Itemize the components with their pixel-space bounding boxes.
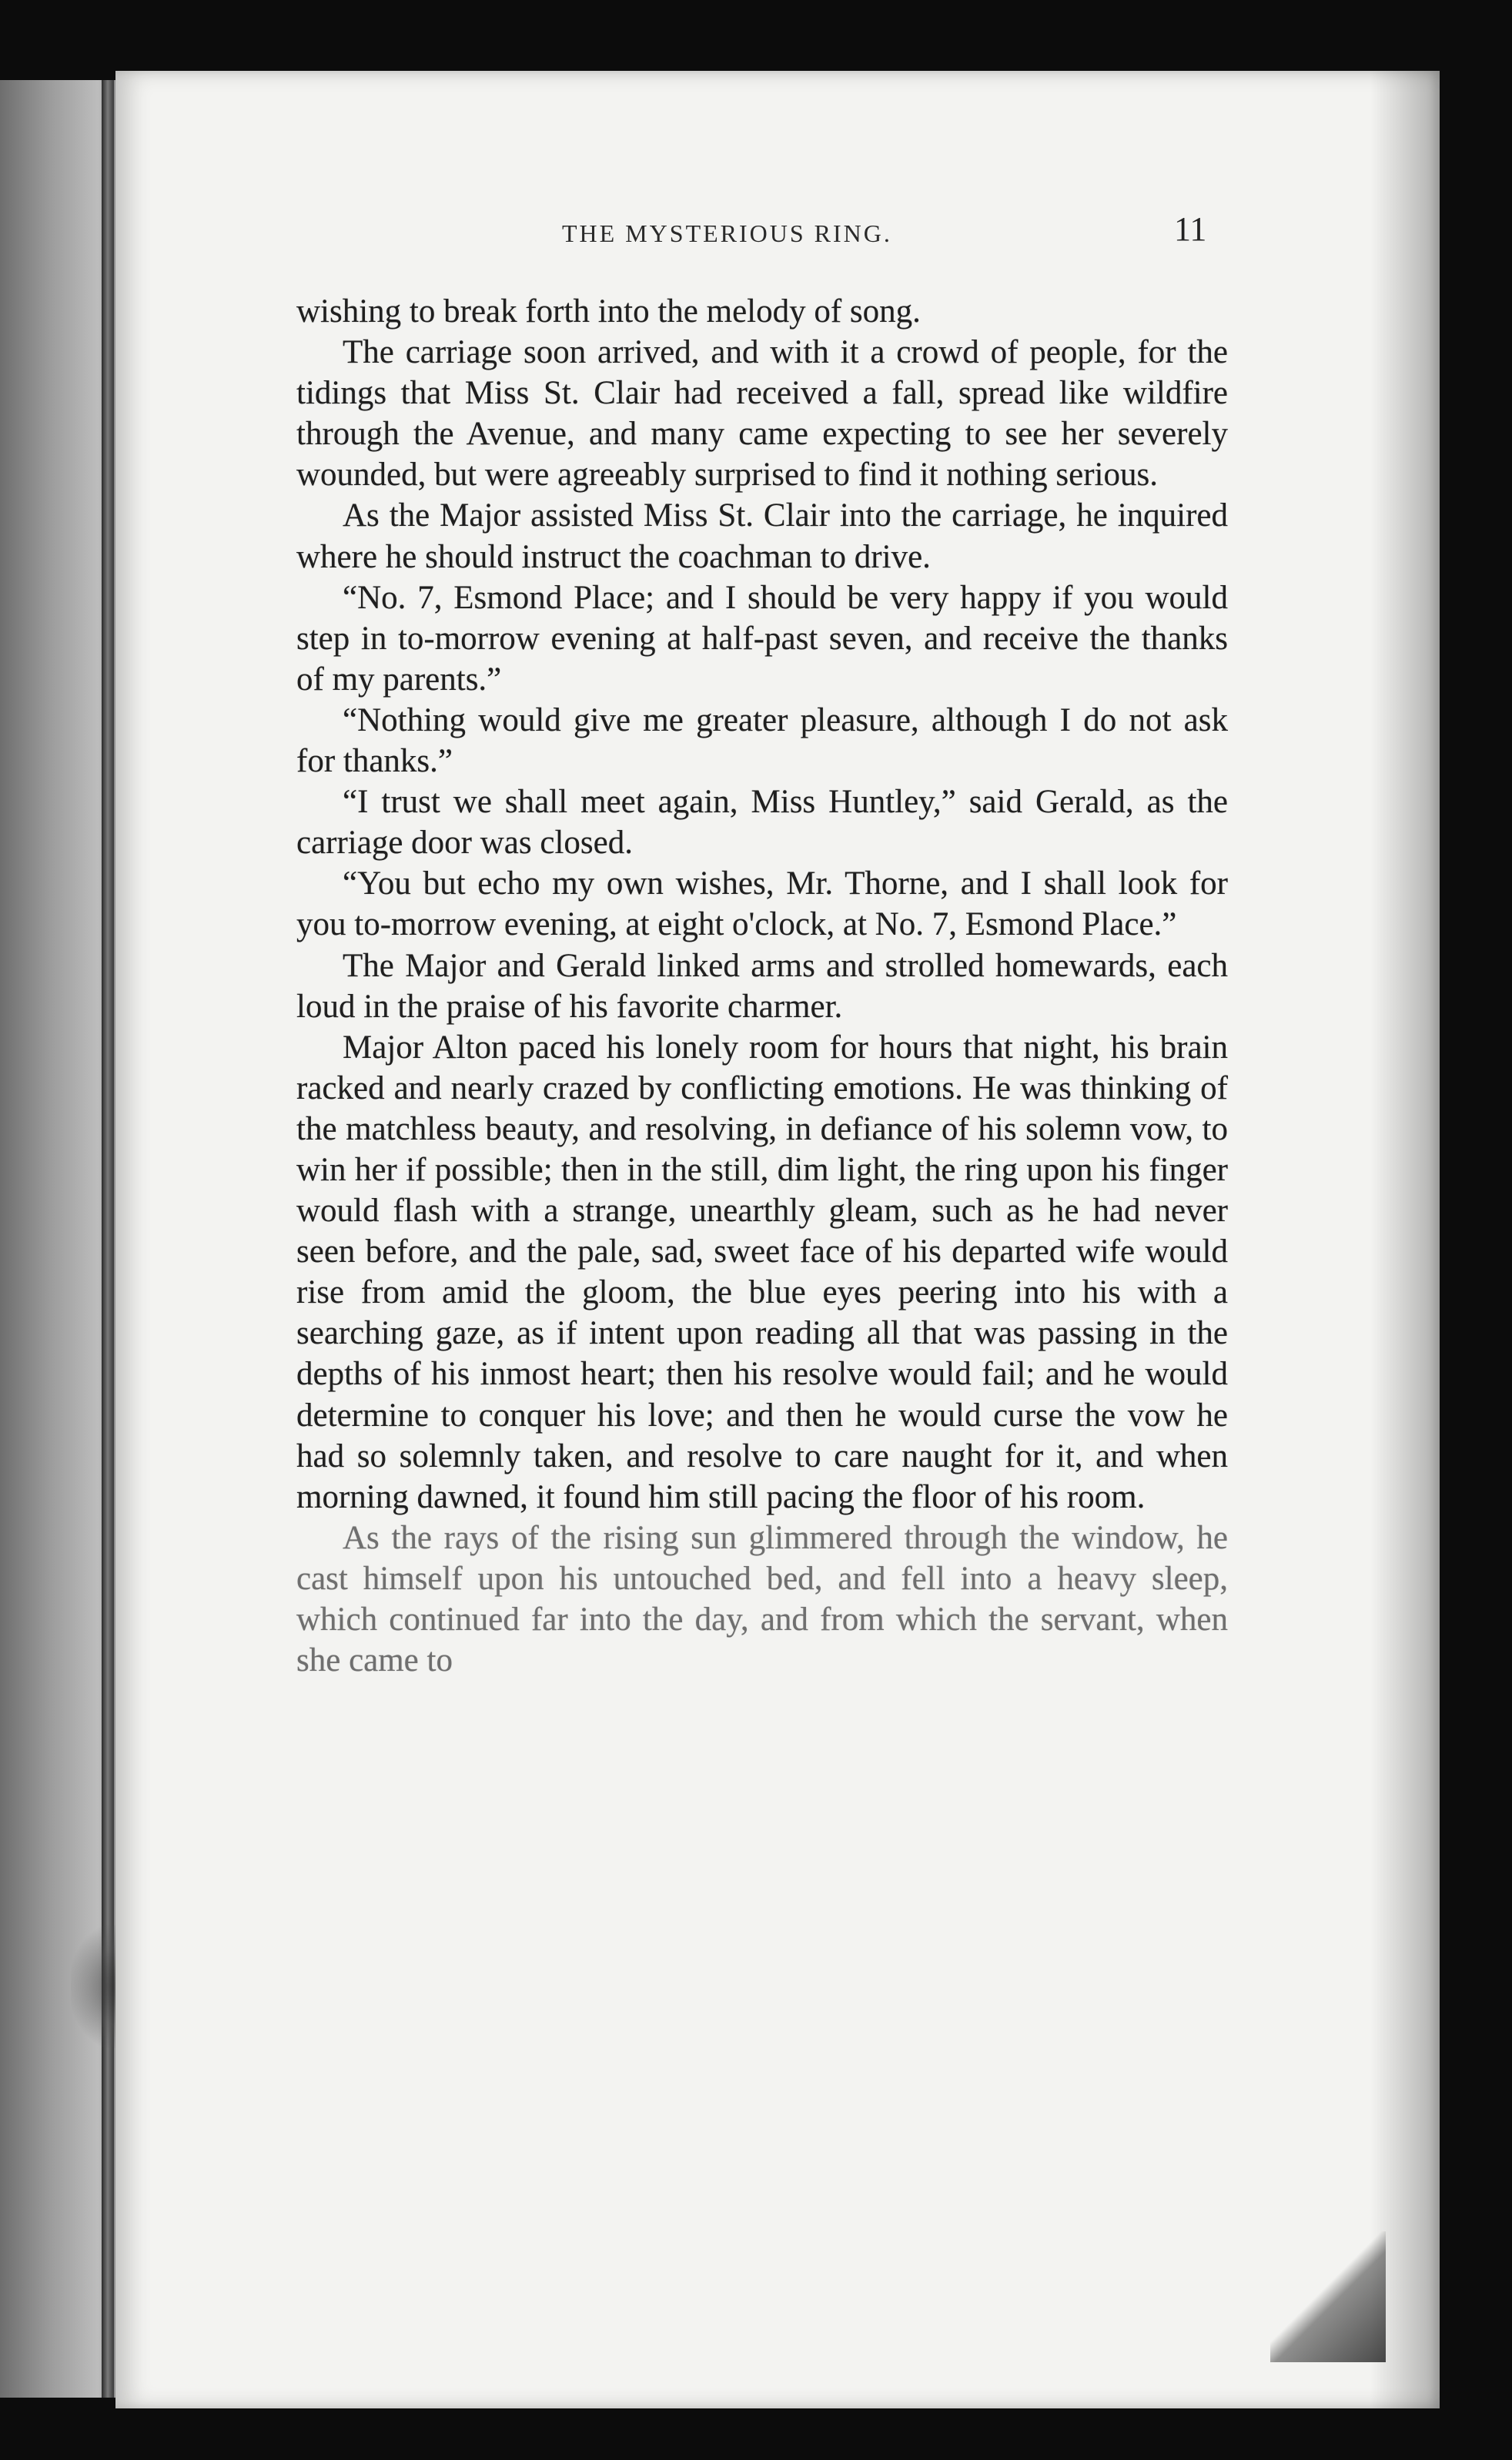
page-edge-shadow	[1370, 71, 1440, 2408]
paragraph: As the rays of the rising sun glimmered through the window, he cast himself upon his untouched bed, and fell into a heavy sleep, which continued far into the day, and from which the servant, when she came to	[296, 1519, 1228, 1679]
page-corner-wear	[1270, 2231, 1386, 2362]
paragraph: “I trust we shall meet again, Miss Huntley,” said Gerald, as the carriage door was closed.	[296, 784, 1228, 862]
paragraph: Major Alton paced his lonely room for hours that night, his brain racked and nearly crazed by conflicting emotions. He was thinking of the matchless beauty, and resolving, in defiance of his solemn vow, to win her if possible; then in the still, dim light, the ring upon his finger would flash with a strange, unearthly gleam, such as he had never seen before, and the pale, sad, sweet face of his departed wife would rise from amid the gloom, the blue eyes peering into his with a searching gaze, as if intent upon reading all that was passing in the depths of his inmost heart; then his resolve would fail; and he would determine to conquer his love; and then he would curse the vow he had so solemnly taken, and resolve to care naught for it, and when morning dawned, it found him still pacing the floor of his room.	[296, 1029, 1228, 1515]
body-text	[296, 291, 1228, 1681]
paragraph: The Major and Gerald linked arms and strolled homewards, each loud in the praise of his favorite charmer.	[296, 947, 1228, 1025]
paragraph: “You but echo my own wishes, Mr. Thorne, and I shall look for you to-morrow evening, at eight o'clock, at No. 7, Esmond Place.”	[296, 865, 1228, 943]
paragraph: “No. 7, Esmond Place; and I should be very happy if you would step in to-morrow evening at half-past seven, and receive the thanks of my parents.”	[296, 579, 1228, 698]
book-gutter	[102, 80, 114, 2398]
paragraph: The carriage soon arrived, and with it a crowd of people, for the tidings that Miss St. Clair had received a fall, spread like wildfire through the Avenue, and many came expecting to see her severely wounded, but were agreeably surprised to find it nothing serious.	[296, 334, 1228, 494]
running-head: THE MYSTERIOUS RING.	[562, 219, 892, 247]
page-number: 11	[1174, 210, 1207, 248]
paragraph: “Nothing would give me greater pleasure, although I do not ask for thanks.”	[296, 701, 1228, 780]
facing-page-edge	[0, 80, 115, 2398]
paragraph-continuation: wishing to break forth into the melody of song.	[296, 293, 921, 330]
paragraph: As the Major assisted Miss St. Clair into the carriage, he inquired where he should instruct the coachman to drive.	[296, 497, 1228, 575]
